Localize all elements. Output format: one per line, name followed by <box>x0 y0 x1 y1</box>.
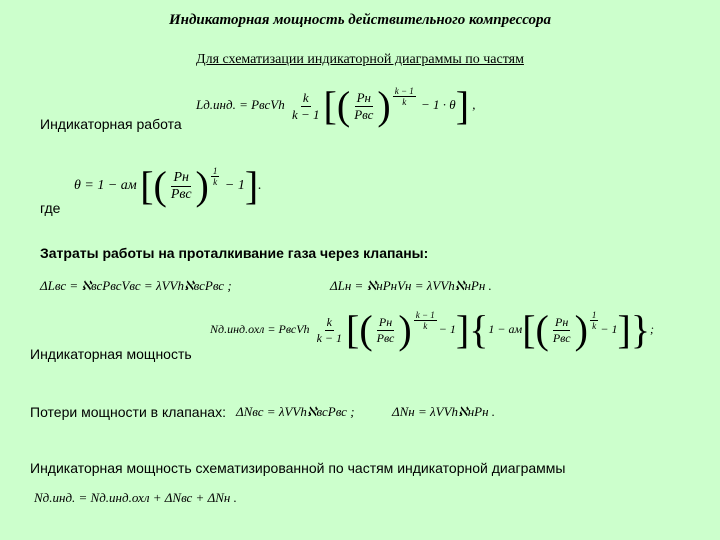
exp-top: k − 1 <box>394 86 414 96</box>
theta-exp-top: 1 <box>212 166 218 176</box>
n-bracket2-right: ] <box>617 307 631 352</box>
theta-exponent <box>211 166 220 187</box>
theta-paren-left: ( <box>153 163 167 208</box>
n-brace-right: } <box>630 307 651 352</box>
k-num: k <box>302 89 309 105</box>
theta-period: . <box>258 178 262 194</box>
dn-vs-formula: ΔNвс = λVVhℵвсPвс ; <box>236 404 355 419</box>
n-pn2: Pн <box>555 314 569 329</box>
dn-n-formula: ΔNн = λVVhℵнPн . <box>392 404 496 419</box>
n-minus-one-1: − 1 <box>438 321 456 336</box>
n-pn1: Pн <box>378 314 393 329</box>
one-minus-am: 1 − aм <box>488 321 523 336</box>
page-title: Индикаторная мощность действительного компрессора <box>168 12 552 28</box>
exp-bot: k <box>402 97 407 107</box>
n-exp2-bot: k <box>592 321 597 331</box>
theta-pn: Pн <box>173 169 189 185</box>
n-exp1-bot: k <box>423 321 428 331</box>
k-fraction <box>290 90 322 123</box>
n-paren1-right: ) <box>398 307 412 352</box>
k-den: k − 1 <box>291 106 320 122</box>
pressure-ratio <box>352 90 375 123</box>
comma: , <box>472 96 476 112</box>
theta-formula <box>74 163 262 208</box>
n-k-den: k − 1 <box>316 330 342 345</box>
n-k-fraction <box>315 315 344 346</box>
page-subtitle: Для схематизации индикаторной диаграммы по частям <box>196 52 524 67</box>
n-paren1-left: ( <box>359 307 373 352</box>
theta-lhs: θ = 1 − aм <box>74 178 137 194</box>
dl-vs-formula: ΔLвс = ℵвсPвсVвс = λVVhℵвсPвс ; <box>40 278 232 293</box>
minus-one-theta: − 1 · θ <box>421 96 456 112</box>
work-lhs: Lд.инд. = PвсVh <box>196 96 285 112</box>
n-pvs1: Pвс <box>376 330 395 345</box>
indicator-power-label: Индикаторная мощность <box>30 346 192 362</box>
n-semicolon: ; <box>650 321 655 336</box>
n-paren2-left: ( <box>535 307 549 352</box>
theta-ratio <box>169 170 194 203</box>
n-bracket1-left: [ <box>346 307 360 352</box>
n-bracket2-left: [ <box>522 307 536 352</box>
n-bracket1-right: ] <box>455 307 470 352</box>
pn: Pн <box>356 89 371 105</box>
n-k-num: k <box>326 314 332 329</box>
n-ratio2 <box>551 315 573 346</box>
schematized-power-label: Индикаторная мощность схематизированной по частям индикаторной диаграммы <box>30 460 566 476</box>
theta-minus-one: − 1 <box>224 178 245 194</box>
n-exp1 <box>414 310 437 331</box>
dl-n-formula: ΔLн = ℵнPнVн = λVVhℵнPн . <box>330 278 492 293</box>
pvs: Pвс <box>354 106 374 122</box>
exponent <box>393 86 416 107</box>
theta-paren-right: ) <box>195 163 209 208</box>
theta-pvs: Pвс <box>170 186 192 202</box>
n-pvs2: Pвс <box>552 330 571 345</box>
theta-exp-bot: k <box>213 177 218 187</box>
where-label: где <box>40 200 61 216</box>
paren-right: ) <box>377 83 391 128</box>
n-brace-left: { <box>469 307 489 352</box>
paren-left: ( <box>336 83 351 128</box>
indicator-power-formula <box>210 307 655 352</box>
n-ratio1 <box>375 315 397 346</box>
n-paren2-right: ) <box>574 307 588 352</box>
n-exp1-top: k − 1 <box>415 310 435 320</box>
n-total-formula: Nд.инд. = Nд.инд.охл + ΔNвс + ΔNн . <box>34 490 237 505</box>
indicator-work-label: Индикаторная работа <box>40 116 182 132</box>
indicator-work-formula <box>196 83 476 128</box>
n-exp2 <box>590 310 599 331</box>
n-exp2-top: 1 <box>591 310 597 320</box>
n-lhs: Nд.инд.охл = PвсVh <box>210 321 310 336</box>
theta-bracket-right: ] <box>244 163 259 208</box>
push-work-label: Затраты работы на проталкивание газа через клапаны: <box>40 245 429 261</box>
n-minus-one-2: − 1 <box>600 321 618 336</box>
valve-losses-label: Потери мощности в клапанах: <box>30 404 226 420</box>
theta-bracket-left: [ <box>140 163 154 208</box>
bracket-right: ] <box>455 83 470 128</box>
bracket-left: [ <box>323 83 337 128</box>
